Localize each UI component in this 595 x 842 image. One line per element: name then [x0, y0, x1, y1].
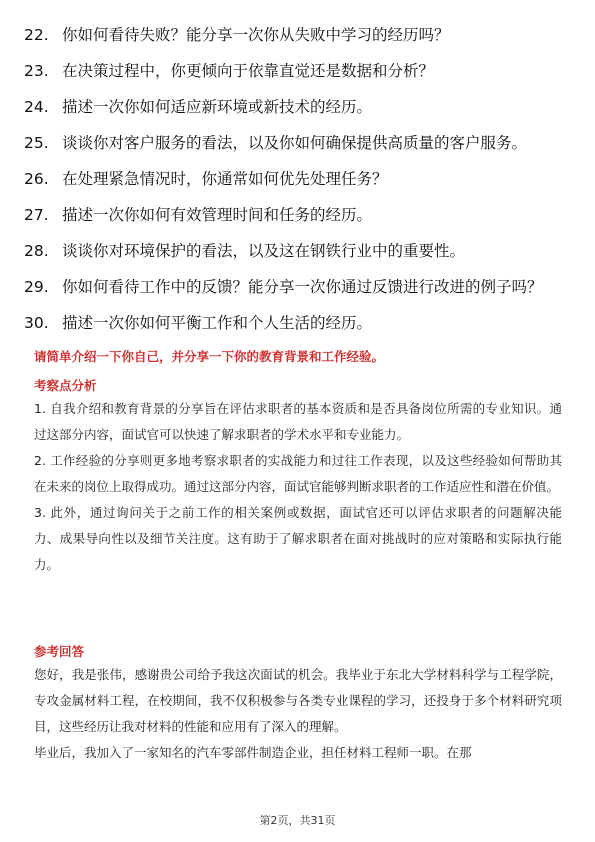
list-item: [24, 130, 572, 156]
analysis-point: 1. 自我介绍和教育背景的分享旨在评估求职者的基本资质和是否具备岗位所需的专业知识。通过这部分内容，面试官可以快速了解求职者的学术水平和专业能力。: [34, 401, 562, 442]
list-item: [24, 310, 572, 336]
answer-paragraph: 毕业后，我加入了一家知名的汽车零部件制造企业，担任材料工程师一职。在那: [34, 745, 472, 760]
question-number: 28.: [24, 242, 49, 260]
featured-question-text: 请简单介绍一下你自己，并分享一下你的教育背景和工作经验。: [34, 349, 385, 364]
analysis-point: 2. 工作经验的分享则更多地考察求职者的实战能力和过往工作表现，以及这些经验如何帮助其在未来的岗位上取得成功。通过这部分内容，面试官能够判断求职者的工作适应性和潜在价值。: [34, 453, 562, 494]
question-text: 你如何看待失败？能分享一次你从失败中学习的经历吗？: [62, 26, 450, 44]
analysis-heading: 考察点分析: [34, 378, 97, 393]
answer-heading: 参考回答: [34, 644, 85, 659]
question-number: 24.: [24, 98, 49, 116]
question-text: 谈谈你对客户服务的看法，以及你如何确保提供高质量的客户服务。: [62, 134, 528, 152]
answer-paragraph: 您好，我是张伟，感谢贵公司给予我这次面试的机会。我毕业于东北大学材料科学与工程学院，专攻金属材料工程，在校期间，我不仅积极参与各类专业课程的学习，还投身于多个材料研究项目，这些经历让我对材料的性能和应用有了深入的理解。: [34, 667, 562, 734]
question-number: 26.: [24, 170, 49, 188]
list-item: [24, 166, 572, 192]
question-text: 描述一次你如何平衡工作和个人生活的经历。: [62, 314, 373, 332]
question-number: 30.: [24, 314, 49, 332]
question-text: 你如何看待工作中的反馈？能分享一次你通过反馈进行改进的例子吗？: [62, 278, 543, 296]
answer-section: [34, 642, 562, 766]
question-text: 描述一次你如何有效管理时间和任务的经历。: [62, 206, 373, 224]
question-number: 27.: [24, 206, 49, 224]
list-item: [24, 58, 572, 84]
question-number: 29.: [24, 278, 49, 296]
list-item: [24, 202, 572, 228]
analysis-section: [34, 376, 562, 578]
question-text: 在处理紧急情况时，你通常如何优先处理任务？: [62, 170, 388, 188]
list-item: [24, 274, 572, 300]
question-text: 在决策过程中，你更倾向于依靠直觉还是数据和分析？: [62, 62, 435, 80]
featured-question: [34, 347, 562, 367]
question-number: 22.: [24, 26, 49, 44]
list-item: [24, 94, 572, 120]
list-item: [24, 22, 572, 48]
list-item: [24, 238, 572, 264]
analysis-point: 3. 此外，通过询问关于之前工作的相关案例或数据，面试官还可以评估求职者的问题解决能力、成果导向性以及细节关注度。这有助于了解求职者在面对挑战时的应对策略和实际执行能力。: [34, 505, 562, 572]
question-text: 描述一次你如何适应新环境或新技术的经历。: [62, 98, 373, 116]
question-number: 25.: [24, 134, 49, 152]
question-number: 23.: [24, 62, 49, 80]
question-list: [24, 22, 572, 346]
page-footer: 第2页，共31页: [259, 814, 336, 827]
question-text: 谈谈你对环境保护的看法，以及这在钢铁行业中的重要性。: [62, 242, 466, 260]
